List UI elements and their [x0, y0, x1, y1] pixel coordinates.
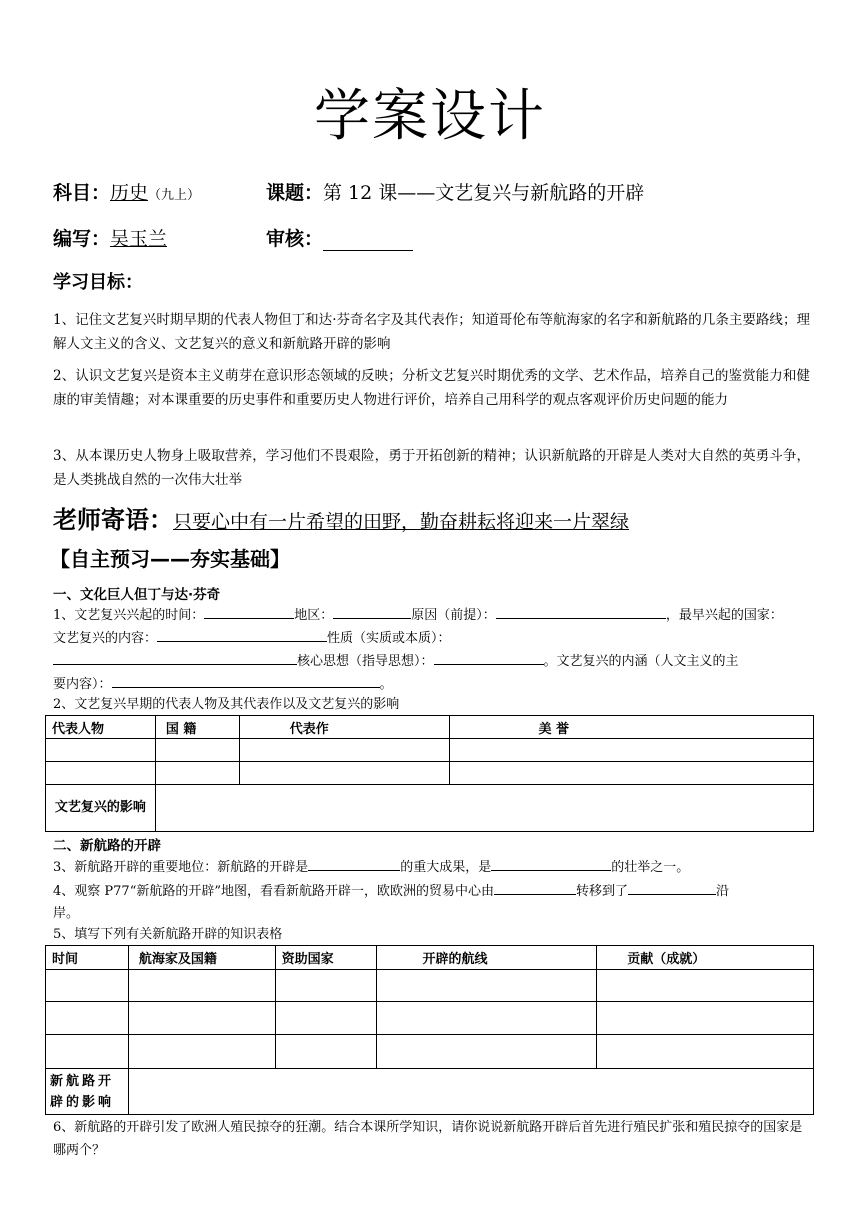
table-cell[interactable]: [46, 1035, 129, 1069]
table-cell[interactable]: [128, 1035, 275, 1069]
q1-nature-label: 性质（实质或本质）：: [327, 631, 451, 646]
impact-cell[interactable]: [155, 785, 813, 832]
table-cell[interactable]: [46, 739, 156, 762]
q4-label-4: 岸。: [53, 906, 80, 921]
q1-nature-blank: [53, 650, 297, 665]
renaissance-table: [45, 715, 814, 832]
th-sponsor: 资助国家: [275, 946, 376, 970]
th-reputation: 美 誉: [450, 716, 814, 739]
q1-connotation-label: 。文艺复兴的内涵（人文主义的主: [543, 654, 739, 669]
question-3: [53, 856, 810, 879]
table-impact-row: [46, 785, 814, 832]
topic-label: 课题：: [266, 182, 324, 204]
subject-note: （九上）: [148, 188, 201, 203]
table-cell[interactable]: [239, 762, 450, 785]
q3-label-2: 的重大成果，是: [400, 860, 492, 875]
impact-label: 新航路开辟的影响: [46, 1069, 129, 1115]
section2-heading: 二、新航路的开辟: [53, 838, 161, 854]
q1-cause-blank: [496, 604, 666, 619]
table-header-row: [46, 946, 814, 970]
q4-label-2: 转移到了: [576, 884, 629, 899]
q4-blank-2: [628, 880, 716, 895]
table-row: [46, 762, 814, 785]
th-contribution: 贡献（成就）: [597, 946, 814, 970]
impact-label: 文艺复兴的影响: [46, 785, 156, 832]
table-row: [46, 739, 814, 762]
q4-label: 4、观察 P77“新航路的开辟”地图，看看新航路开辟一，欧欧洲的贸易中心由: [53, 884, 494, 899]
table-cell[interactable]: [46, 970, 129, 1002]
teacher-message-text: 只要心中有一片希望的田野，勤奋耕耘将迎来一片翠绿: [173, 511, 630, 533]
q1-content-blank: [157, 627, 327, 642]
table-row: [46, 1002, 814, 1035]
impact-cell[interactable]: [128, 1069, 813, 1115]
table-cell[interactable]: [597, 1035, 814, 1069]
table-cell[interactable]: [239, 739, 450, 762]
th-representative: 代表人物: [46, 716, 156, 739]
q1-connotation-blank: [112, 673, 380, 688]
th-navigator: 航海家及国籍: [128, 946, 275, 970]
table-cell[interactable]: [597, 1002, 814, 1035]
preview-heading: 【自主预习——夯实基础】: [50, 547, 290, 571]
table-impact-row: [46, 1069, 814, 1115]
author-value: 吴玉兰: [110, 228, 168, 250]
topic-value: 第 12 课——文艺复兴与新航路的开辟: [323, 182, 645, 204]
question-4: [53, 880, 810, 925]
navigation-table: [45, 945, 814, 1115]
table-cell[interactable]: [155, 739, 239, 762]
subject-label: 科目：: [53, 182, 111, 204]
q3-label-3: 的壮举之一。: [611, 860, 690, 875]
q3-blank-1: [308, 856, 400, 871]
th-route: 开辟的航线: [376, 946, 597, 970]
q1-region-blank: [333, 604, 411, 619]
table-cell[interactable]: [275, 970, 376, 1002]
subject-row: [53, 178, 200, 205]
q1-region-label: 地区：: [294, 608, 334, 623]
objective-1: 1、记住文艺复兴时期早期的代表人物但丁和达·芬奇名字及其代表作；知道哥伦布等航海家的名字和新航路的几条主要路线；理解人文主义的含义、文艺复兴的意义和新航路开辟的影响: [53, 312, 810, 352]
teacher-message-label: 老师寄语：: [53, 506, 173, 534]
q3-blank-2: [491, 856, 611, 871]
q4-label-3: 沿: [716, 884, 730, 899]
q3-label: 3、新航路开辟的重要地位：新航路的开辟是: [53, 860, 309, 875]
th-nationality: 国 籍: [155, 716, 239, 739]
table-cell[interactable]: [46, 762, 156, 785]
q4-blank-1: [494, 880, 576, 895]
table-row: [46, 1035, 814, 1069]
objective-2: 2、认识文艺复兴是资本主义萌芽在意识形态领域的反映；分析文艺复兴时期优秀的文学、艺术作品，培养自己的鉴赏能力和健康的审美情趣；对本课重要的历史事件和重要历史人物进行评价，培养自己用科学的观点客观评价历史问题的能力: [53, 368, 810, 408]
q1-core-blank: [434, 650, 544, 665]
table-cell[interactable]: [275, 1002, 376, 1035]
page-title: 学案设计: [314, 84, 546, 149]
question-5: 5、填写下列有关新航路开辟的知识表格: [53, 927, 283, 942]
teacher-message: [53, 500, 629, 535]
q1-country-label: ，最早兴起的国家：: [665, 608, 783, 623]
table-cell[interactable]: [128, 970, 275, 1002]
objective-3: 3、从本课历史人物身上吸取营养，学习他们不畏艰险，勇于开拓创新的精神；认识新航路的开辟是人类对大自然的英勇斗争，是人类挑战自然的一次伟大壮举: [53, 448, 810, 488]
th-time: 时间: [46, 946, 129, 970]
review-row: [266, 224, 413, 251]
subject-value: 历史: [110, 182, 149, 204]
table-cell[interactable]: [376, 1035, 597, 1069]
q1-content-label: 文艺复兴的内容：: [53, 631, 158, 646]
table-cell[interactable]: [128, 1002, 275, 1035]
q1-end: 。: [379, 677, 393, 692]
q1-time-blank: [204, 604, 294, 619]
table-cell[interactable]: [376, 1002, 597, 1035]
section1-heading: 一、文化巨人但丁与达·芬奇: [53, 587, 221, 603]
table-cell[interactable]: [275, 1035, 376, 1069]
q1-connotation-label-2: 要内容）：: [53, 677, 112, 692]
topic-row: [266, 178, 644, 205]
author-label: 编写：: [53, 228, 111, 250]
objectives-heading: 学习目标：: [53, 272, 143, 293]
review-label: 审核：: [266, 228, 324, 250]
table-cell[interactable]: [46, 1002, 129, 1035]
table-cell[interactable]: [376, 970, 597, 1002]
q1-cause-label: 原因（前提）：: [411, 608, 496, 623]
author-row: [53, 224, 167, 251]
th-works: 代表作: [239, 716, 450, 739]
table-header-row: [46, 716, 814, 739]
table-cell[interactable]: [450, 739, 814, 762]
table-cell[interactable]: [450, 762, 814, 785]
table-cell[interactable]: [597, 970, 814, 1002]
table-cell[interactable]: [155, 762, 239, 785]
table-row: [46, 970, 814, 1002]
question-6: 6、新航路的开辟引发了欧洲人殖民掠夺的狂潮。结合本课所学知识，请你说说新航路开辟后首先进行殖民扩张和殖民掠夺的国家是哪两个？: [53, 1120, 803, 1158]
review-blank: [323, 233, 413, 251]
question-1: [53, 604, 810, 696]
q1-core-label: 核心思想（指导思想）：: [297, 654, 434, 669]
question-2: 2、文艺复兴早期的代表人物及其代表作以及文艺复兴的影响: [53, 697, 400, 712]
q1-time-label: 1、文艺复兴兴起的时间：: [53, 608, 205, 623]
